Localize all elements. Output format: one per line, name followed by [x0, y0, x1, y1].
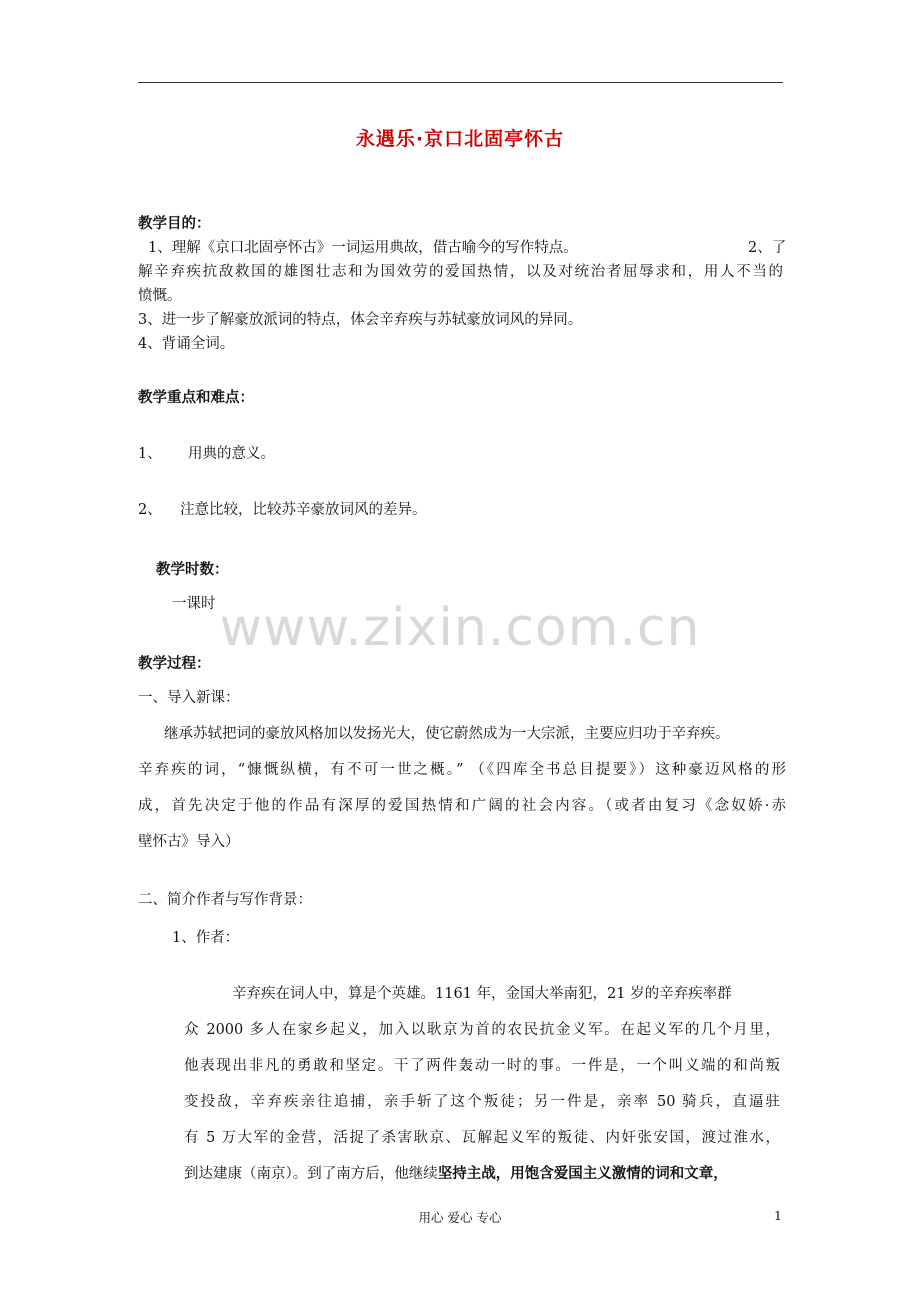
- section-1-line-4: 壁怀古》导入）: [138, 834, 240, 850]
- watermark: www.zixin.com.cn: [219, 598, 701, 658]
- objectives-heading: 教学目的：: [138, 216, 211, 232]
- author-line-4: 变投敌，辛弃疾亲往追捕，亲手斩了这个叛徒；另一件是，亲率 50 骑兵，直逼驻: [184, 1094, 780, 1110]
- key-point-2-text: 注意比较，比较苏辛豪放词风的差异。: [180, 502, 427, 518]
- footer-motto: 用心 爱心 专心: [418, 1210, 502, 1225]
- objective-item-2-start: 2、了: [748, 240, 787, 256]
- key-points-heading: 教学重点和难点：: [138, 390, 254, 406]
- hours-value: 一课时: [172, 596, 216, 612]
- hours-heading: 教学时数：: [156, 562, 229, 578]
- key-point-1-number: 1、: [138, 446, 162, 462]
- section-1-line-2: 辛弃疾的词，“慷慨纵横，有不可一世之概。” （《四库全书总目提要》）这种豪迈风格的形: [138, 762, 786, 778]
- process-heading: 教学过程：: [138, 656, 211, 672]
- objective-item-2-line-3: 愤慨。: [138, 288, 182, 304]
- author-line-6-normal: 到达建康（南京）。到了南方后，他继续: [184, 1166, 438, 1182]
- key-point-2-number: 2、: [138, 502, 162, 518]
- author-line-6-bold: 坚持主战，用饱含爱国主义激情的词和文章，: [437, 1166, 728, 1182]
- author-line-5: 有 5 万大军的金营，活捉了杀害耿京、瓦解起义军的叛徒、内奸张安国，渡过淮水，: [184, 1130, 780, 1146]
- author-line-1: 辛弃疾在词人中，算是个英雄。1161 年，金国大举南犯，21 岁的辛弃疾率群: [232, 986, 732, 1002]
- page-number: 1: [774, 1208, 782, 1223]
- author-line-6: [184, 1162, 728, 1183]
- objective-item-3: 3、进一步了解豪放派词的特点，体会辛弃疾与苏轼豪放词风的异同。: [138, 312, 583, 328]
- section-1-title: 一、导入新课：: [138, 690, 240, 706]
- section-2-sub-author: 1、作者：: [172, 930, 240, 946]
- objective-item-1: 1、理解《京口北固亭怀古》一词运用典故，借古喻今的写作特点。: [148, 240, 578, 256]
- document-title: 永遇乐·京口北固亭怀古: [355, 128, 565, 150]
- objective-item-4: 4、背诵全词。: [138, 336, 235, 352]
- section-1-line-3: 成，首先决定于他的作品有深厚的爱国热情和广阔的社会内容。（或者由复习《念奴娇·赤: [138, 798, 786, 814]
- header-rule: [138, 82, 783, 83]
- key-point-1-text: 用典的意义。: [188, 446, 275, 462]
- author-line-3: 他表现出非凡的勇敢和坚定。干了两件轰动一时的事。一件是，一个叫义端的和尚叛: [184, 1058, 780, 1074]
- objective-item-2-line-2: 解辛弃疾抗敌救国的雄图壮志和为国效劳的爱国热情，以及对统治者屈辱求和，用人不当的: [138, 264, 783, 280]
- section-1-line-1: 继承苏轼把词的豪放风格加以发扬光大，使它蔚然成为一大宗派，主要应归功于辛弃疾。: [164, 726, 730, 742]
- section-2-title: 二、简介作者与写作背景：: [138, 892, 312, 908]
- author-line-2: 众 2000 多人在家乡起义，加入以耿京为首的农民抗金义军。在起义军的几个月里，: [184, 1022, 780, 1038]
